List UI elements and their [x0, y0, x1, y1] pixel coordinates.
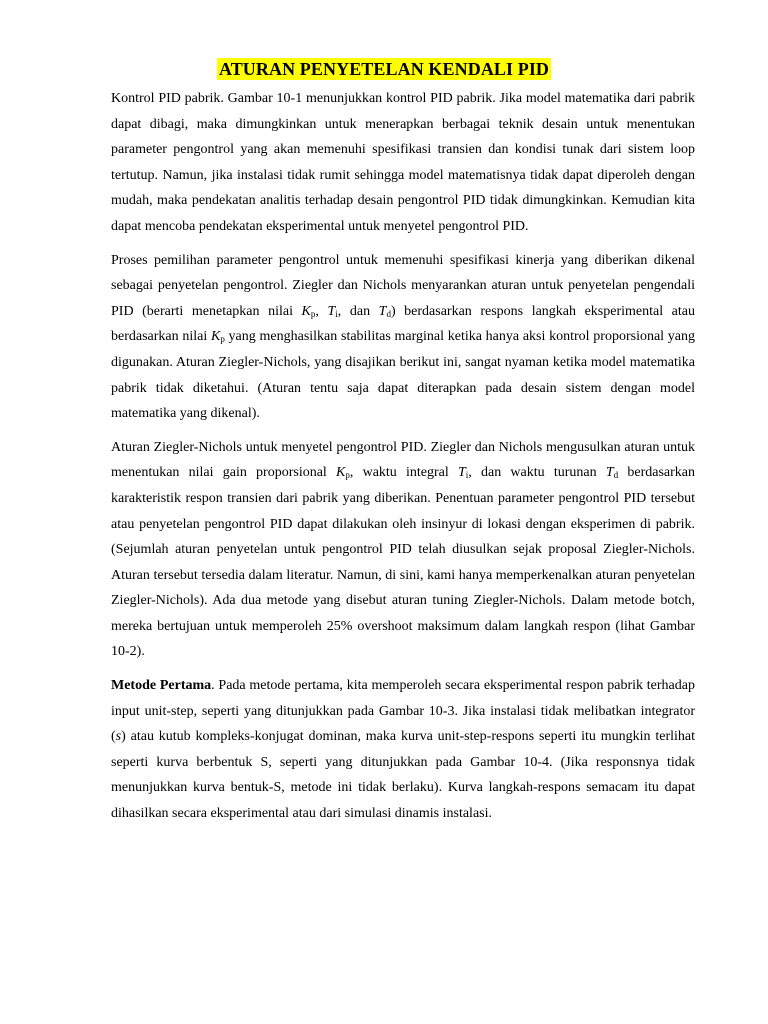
paragraph-text-segment: i [335, 308, 338, 319]
paragraph-text-segment: berdasarkan karakteristik respon transien dari pabrik yang diberikan. Penentuan parameter pengontrol PID tersebut atau penyetelan pengontrol PID dapat dilakukan oleh insinyur di lokasi dengan eksperimen di pabrik. (Sejumlah aturan penyetelan untuk pengontrol PID telah diusulkan sejak proposal Ziegler-Nichols. Aturan tersebut tersedia dalam literatur. Namun, di sini, kami hanya memperkenalkan aturan penyetelan Ziegler-Nichols). Ada dua metode yang disebut aturan tuning Ziegler-Nichols. Dalam metode botch, mereka bertujuan untuk memperoleh 25% overshoot maksimum dalam langkah respon (lihat Gambar 10-2). [111, 465, 695, 660]
paragraph-text-segment: d [613, 470, 619, 481]
document-title: ATURAN PENYETELAN KENDALI PID [218, 59, 550, 79]
paragraph-text-segment: . Pada metode pertama, kita memperoleh secara eksperimental respon pabrik terhadap input unit-step, seperti yang ditunjukkan pada Gambar 10-3. Jika instalasi tidak melibatkan integrator ( [111, 678, 695, 745]
paragraph-text-segment: Metode Pertama [111, 678, 212, 694]
paragraph-text-segment: p [220, 334, 225, 345]
paragraph-text-segment: T [378, 303, 387, 319]
paragraph-text-segment: ) atau kutub kompleks-konjugat dominan, maka kurva unit-step-respons seperti itu mungkin terlihat seperti kurva berbentuk S, seperti yang ditunjukkan pada Gambar 10-4. (Jika responsnya tidak menunjukkan kurva bentuk-S, metode ini tidak berlaku). Kurva langkah-respons semacam itu dapat dihasilkan secara eksperimental atau dari simulasi dinamis instalasi. [111, 729, 695, 822]
paragraph-text-segment: Proses pemilihan parameter pengontrol untuk memenuhi spesifikasi kinerja yang diberikan dikenal sebagai penyetelan pengontrol. Ziegler dan Nichols menyarankan aturan untuk penyetelan pengendali PID (berarti menetapkan nilai [111, 252, 695, 319]
document-body [111, 86, 695, 835]
paragraph-text-segment: , dan waktu turunan [468, 465, 606, 481]
paragraph-3 [111, 435, 695, 665]
paragraph-text-segment: K [301, 303, 311, 319]
paragraph-1 [111, 86, 695, 240]
paragraph-text-segment: K [210, 329, 221, 345]
paragraph-text-segment: T [605, 465, 614, 481]
paragraph-text-segment: , waktu integral [349, 465, 458, 481]
paragraph-2 [111, 248, 695, 427]
paragraph-text-segment: Aturan Ziegler-Nichols untuk menyetel pengontrol PID. Ziegler dan Nichols mengusulkan aturan untuk menentukan nilai gain proporsional [111, 439, 695, 481]
title-container [0, 58, 768, 80]
paragraph-text-segment: , dan [337, 303, 379, 319]
paragraph-text-segment: Kontrol PID pabrik. Gambar 10-1 menunjukkan kontrol PID pabrik. Jika model matematika dari pabrik dapat dibagi, maka dimungkinkan untuk menerapkan berbagai teknik desain untuk menentukan parameter pengontrol yang akan memenuhi spesifikasi transien dan kondisi tunak dari sistem loop tertutup. Namun, jika instalasi tidak rumit sehingga model matematisnya tidak dapat diperoleh dengan mudah, maka pendekatan analitis terhadap desain pengontrol PID tidak dimungkinkan. Kemudian kita dapat mencoba pendekatan eksperimental untuk menyetel pengontrol PID. [111, 91, 695, 234]
paragraph-text-segment: yang menghasilkan stabilitas marginal ketika hanya aksi kontrol proporsional yang digunakan. Aturan Ziegler-Nichols, yang disajikan berikut ini, sangat nyaman ketika model matematika pabrik tidak diketahui. (Aturan tentu saja dapat diterapkan pada desain sistem dengan model matematika yang dikenal). [111, 329, 696, 422]
paragraph-text-segment: p [310, 308, 316, 319]
paragraph-4 [111, 673, 695, 827]
paragraph-text-segment: p [345, 470, 350, 481]
paragraph-text-segment: , [315, 303, 328, 319]
paragraph-text-segment: K [336, 465, 346, 481]
paragraph-text-segment: i [465, 470, 469, 481]
paragraph-text-segment: d [386, 308, 391, 319]
paragraph-text-segment: s [115, 729, 122, 745]
paragraph-text-segment: T [327, 303, 336, 319]
paragraph-text-segment: ) berdasarkan respons langkah eksperimental atau berdasarkan nilai [111, 303, 695, 345]
paragraph-text-segment: T [457, 465, 466, 481]
